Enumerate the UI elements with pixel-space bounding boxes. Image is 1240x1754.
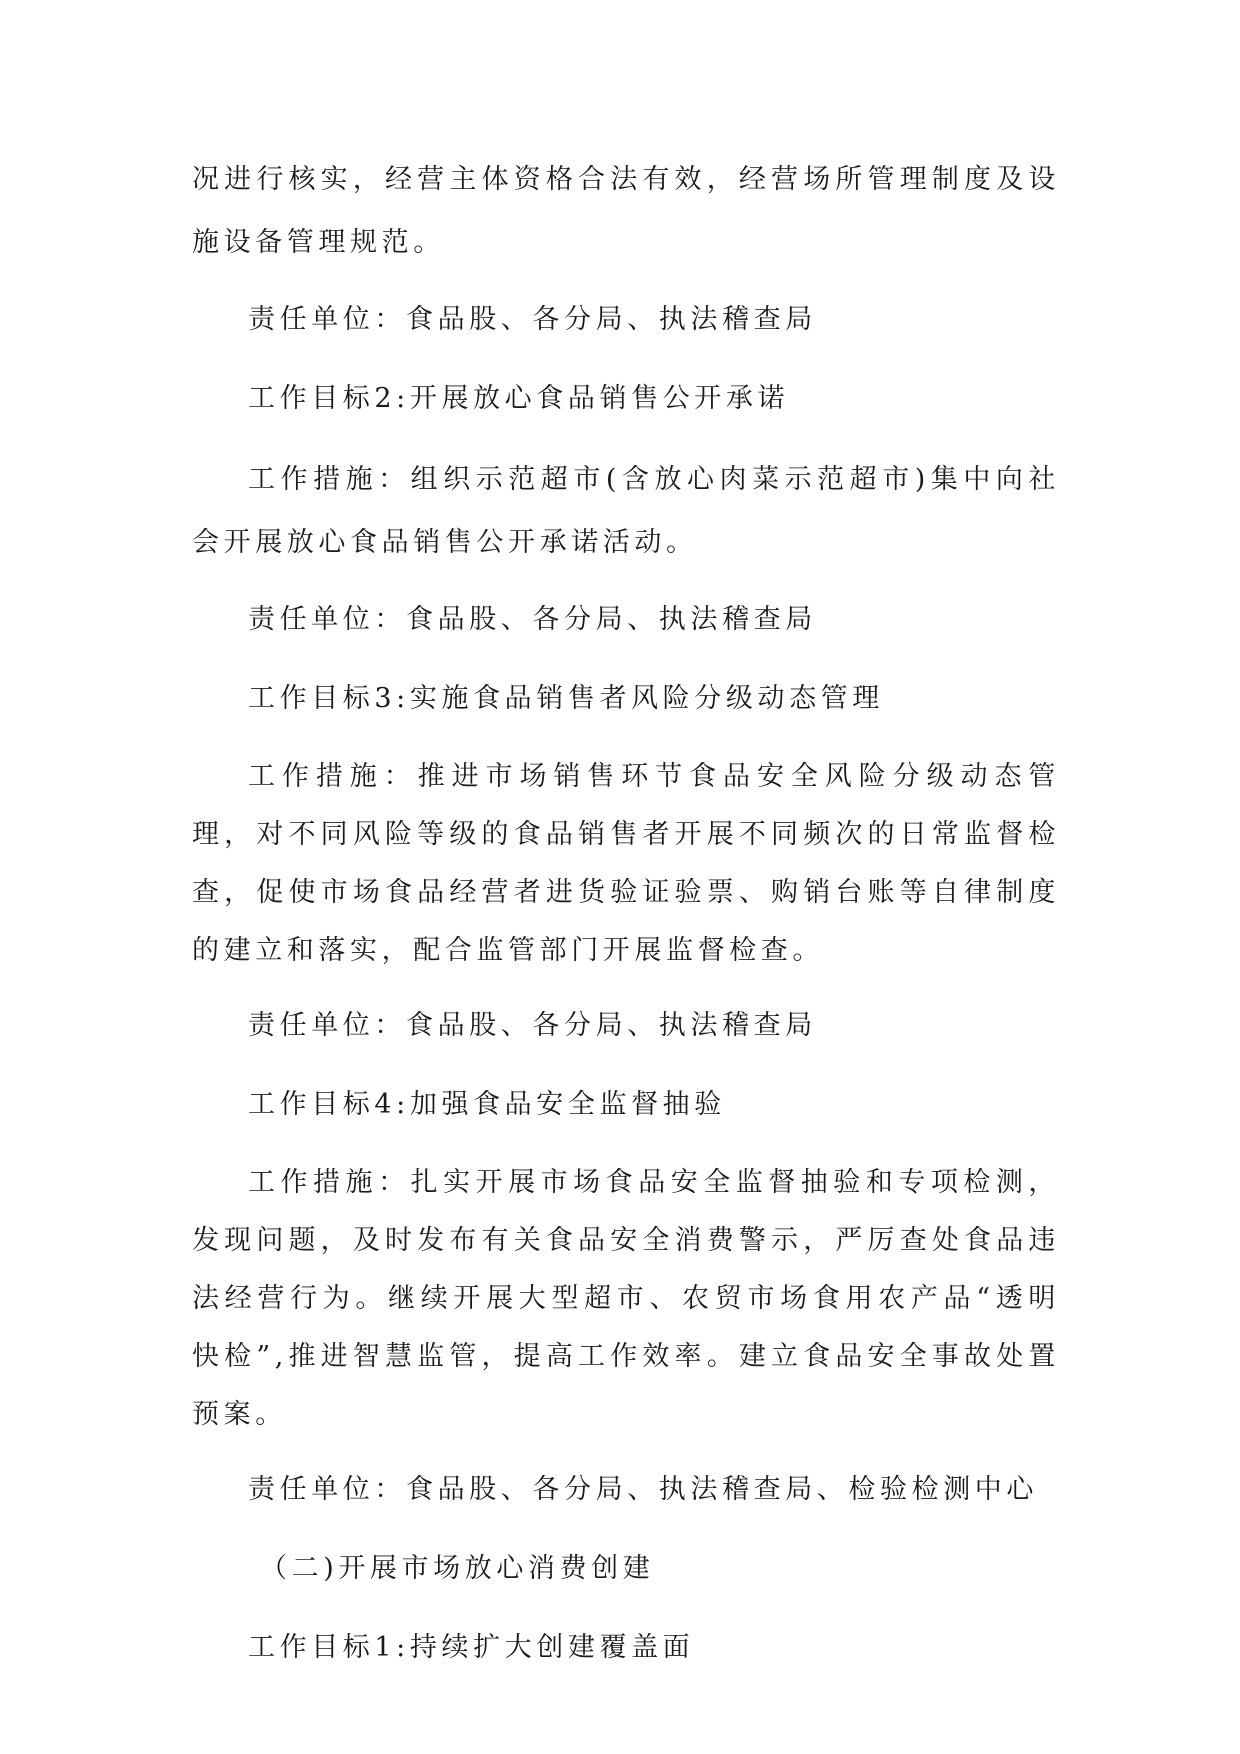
work-goal-3: 工作目标3:实施食品销售者风险分级动态管理 [248, 683, 884, 714]
work-measures-2: 工作措施：组织示范超市(含放心肉菜示范超市)集中向社会开展放心食品销售公开承诺活动。 [192, 464, 1060, 558]
work-goal-1-section-2: 工作目标1:持续扩大创建覆盖面 [248, 1632, 695, 1663]
document-body [192, 148, 1060, 1697]
work-goal-2: 工作目标2:开展放心食品销售公开承诺 [248, 383, 790, 414]
responsible-unit-2: 责任单位：食品股、各分局、执法稽查局 [248, 604, 817, 635]
work-measures-3: 工作措施：推进市场销售环节食品安全风险分级动态管理，对不同风险等级的食品销售者开展不同频次的日常监督检查，促使市场食品经营者进货验证验票、购销台账等自律制度的建立和落实，配合监管部门开展监督检查。 [192, 761, 1060, 966]
responsible-unit-4: 责任单位：食品股、各分局、执法稽查局、检验检测中心 [248, 1474, 1038, 1505]
responsible-unit-3: 责任单位：食品股、各分局、执法稽查局 [248, 1010, 817, 1041]
work-goal-4: 工作目标4:加强食品安全监督抽验 [248, 1089, 726, 1120]
paragraph-continuation: 况进行核实，经营主体资格合法有效，经营场所管理制度及设施设备管理规范。 [192, 164, 1060, 258]
work-measures-4: 工作措施：扎实开展市场食品安全监督抽验和专项检测，发现问题，及时发布有关食品安全消费警示，严厉查处食品违法经营行为。继续开展大型超市、农贸市场食用农产品“透明快检”,推进智慧监管，提高工作效率。建立食品安全事故处置预案。 [192, 1167, 1060, 1430]
section-heading-2: （二)开展市场放心消费创建 [260, 1553, 655, 1584]
responsible-unit-1: 责任单位：食品股、各分局、执法稽查局 [248, 304, 817, 335]
